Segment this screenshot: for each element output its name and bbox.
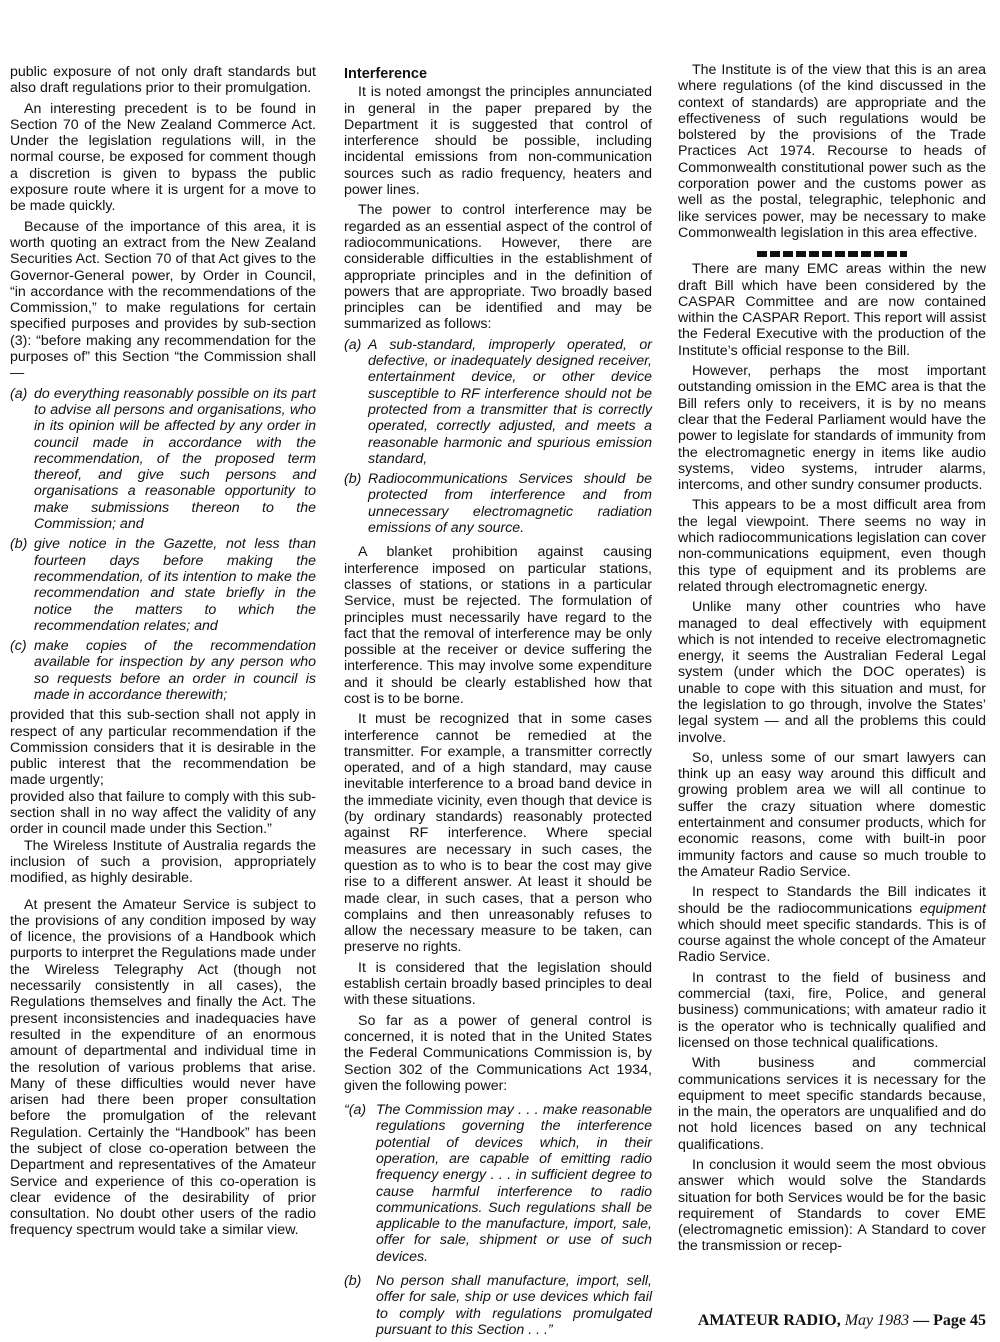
list-label: (c) [10, 638, 27, 655]
column-1 [10, 64, 316, 1243]
paragraph: At present the Amateur Service is subject to the provisions of any condition imposed by way of licence, the provisions of a Handbook which purports to interpret the Regulations made under the Wireless Telegraphy Act (though not necessarily consistently in all cases), the Regulations themselves and finally the Act. The present inconsistencies and inadequacies have resulted in the expenditure of an enormous amount of departmental and individual time in the resolution of various problems that arise. Many of these difficulties would never have arisen had there been proper consultation before the promulgation of the relevant Regulation. Certainly the “Handbook” has been the subject of close co-operation between the Department and representatives of the Amateur Service and experience of this co-operation is clear evidence of the desirability of prior consultation. No doubt other users of the radio frequency spectrum would take a similar view. [10, 896, 317, 1239]
emphasis: equipment [919, 900, 986, 917]
list-item-b [344, 471, 652, 536]
paragraph: There are many EMC areas within the new draft Bill which have been considered by the CASPAR Committee and are now contained within the CASPAR Report. This report will assist the Federal Executive with the production of the Institute’s official response to the Bill. [678, 261, 986, 359]
list-text: do everything reasonably possible on its part to advise all persons and organisations, who in its opinion will be affected by any order in council made in accordance with the recommendation, of the proposed term thereof, and give such persons and organisations a reasonable opportunity to make submissions thereon to the Commission; and [34, 385, 316, 533]
list-label: (b) [344, 1273, 362, 1290]
list-text: Radiocommunications Services should be protected from interference and from unnecessary electromagnetic radiation emissions of any source. [368, 471, 652, 537]
paragraph: A blanket prohibition against causing interference imposed on particular stations, classes of stations, or stations in a particular Service, must be rejected. The formulation of principles must necessarily have regard to the fact that the removal of interference may be only possible at the receiver or device suffering the interference. This may involve some expenditure and it should be clearly established how that cost is to be borne. [344, 544, 652, 707]
list-item-a [10, 386, 316, 533]
paragraph: In contrast to the field of business and commercial (taxi, fire, Police, and general business) communications; with amateur radio it is the operator who is technically qualified and licensed on those technical qualifications. [678, 969, 986, 1051]
column-2 [344, 64, 652, 1342]
list-item-c [10, 638, 316, 703]
page-footer [698, 1312, 986, 1330]
paragraph: However, perhaps the most important outstanding omission in the EMC area is that the Bill refers only to receivers, it is by no means clear that the Federal Parliament would have the power to legislate for standards of immunity from the electromagnetic energy in items like audio systems, video systems, intruder alarms, intercoms, and other sundry consumer products. [678, 363, 986, 494]
list-text: A sub-standard, improperly operated, or defective, or inadequately designed receiver, entertainment device, or other device susceptible to RF interference should not be protected from a transmitter that is correctly operated, correctly adjusted, and meets a reasonable harmonic and spurious emission standard, [368, 336, 652, 467]
section-divider [678, 245, 986, 255]
section-heading: Interference [344, 66, 428, 82]
text-run: In respect to Standards the Bill indicates it should be the radiocommunications [678, 884, 986, 917]
list-item-b [10, 536, 316, 634]
paragraph: In conclusion it would seem the most obvious answer which would solve the Standards situation for both Services would be for the basic requirement of Standards to cover EME (electromagnetic emission): A Standard to cover the transmission or recep- [678, 1157, 986, 1255]
paragraph: It is considered that the legislation should establish certain broadly based principles to deal with these situations. [344, 959, 652, 1009]
list-label: (a) [344, 336, 362, 353]
paragraph: Because of the importance of this area, it is worth quoting an extract from the New Zealand Securities Act. Section 70 of that Act gives to the Governor-General power, by Order in Council, “in accordance with the recommendations of the Commission,” to make regulations for certain specified purposes and provides by sub-section (3): “before making any recommendation for the purposes of” this Section “the Commission shall — [10, 218, 316, 382]
list-text: make copies of the recommendation available for inspection by any person who so requests before an order in council is made in accordance therewith; [34, 638, 316, 703]
page-number: — Page 45 [913, 1312, 986, 1329]
paragraph: The power to control interference may be regarded as an essential aspect of the control of radiocommunications. However, there are considerable difficulties in the establishment of appropriate principles and in the definition of powers that are appropriate. Two broadly based principles can be identified and may be summarized as follows: [344, 202, 652, 333]
column-3 [678, 62, 986, 1259]
list-label: (b) [10, 536, 28, 553]
issue-date: May 1983 [844, 1312, 910, 1329]
paragraph [678, 884, 986, 965]
paragraph: So far as a power of general control is concerned, it is noted that in the United States the Federal Communications Commission is, by Section 302 of the Communications Act 1934, given the following power: [344, 1012, 652, 1094]
paragraph: With business and commercial communications services it is necessary for the equipment to meet specific standards because, in the main, the operators are unqualified and do not hold licences based on any technical qualifications. [678, 1055, 986, 1153]
magazine-name: AMATEUR RADIO, [697, 1312, 841, 1329]
paragraph: This appears to be a most difficult area from the legal viewpoint. There seems no way in which radiocommunications legislation can cover non-communications equipment, even though this type of equipment and its problems are related through electromagnetic energy. [678, 497, 986, 595]
paragraph: It is noted amongst the principles annunciated in general in the paper prepared by the Department it is suggested that control of interference should be possible, including incidental emissions from non-communication sources such as radio frequency, heaters and power lines. [344, 84, 652, 199]
paragraph: provided also that failure to comply with this sub-section shall in no way affect the validity of any order in council made under this Section.” [10, 788, 316, 838]
list-text: give notice in the Gazette, not less than fourteen days before making the recommendation, of its intention to make the recommendation and state briefly in the notice the matters to which the recommendation relates; and [34, 536, 316, 634]
paragraph: It must be recognized that in some cases interference cannot be remedied at the transmitter. For example, a transmitter correctly operated, and of a high standard, may cause inevitable interference to a broad band device in the immediate vicinity, even though that device is (by ordinary standards) reasonably protected against RF interference. Where special measures are necessary in such cases, the question as to who is to bear the cost may give rise to a different answer. At least it should be made clear, in such cases, that a person who complains and then unreasonably refuses to allow the necessary measure to be taken, can preserve no rights. [344, 711, 652, 956]
paragraph: provided that this sub-section shall not apply in respect of any particular recommendation if the Commission considers that it is desirable in the public interest that the recommendation be made urgently; [10, 707, 316, 789]
quote-item-b [344, 1273, 652, 1338]
list-item-a [344, 337, 652, 467]
list-label: (b) [344, 471, 362, 488]
list-label: (a) [10, 385, 28, 402]
quote-item-a [344, 1102, 652, 1265]
paragraph: The Institute is of the view that this is an area where regulations (of the kind discussed in the context of standards) are appropriate and the effectiveness of such regulations would be bolstered by the provisions of the Trade Practices Act 1974. Recourse to heads of Commonwealth constitutional power such as the corporation power and the customs power as well as the postal, telegraphic, telephonic and like services power, may be necessary to make Commonwealth legislation in this area effective. [678, 62, 986, 241]
paragraph: So, unless some of our smart lawyers can think up an easy way around this difficult and growing problem area we will all continue to suffer the crazy situation where domestic entertainment and consumer products, which for economic reasons, come with built-in poor immunity factors and cause so much trouble to the Amateur Radio Service. [678, 749, 986, 880]
list-text: No person shall manufacture, import, sell, offer for sale, ship or use devices which fail to comply with regulations promulgated pursuant to this Section . . .” [376, 1273, 652, 1338]
list-label: “(a) [344, 1102, 367, 1119]
list-text: The Commission may . . . make reasonable regulations governing the interference potential of devices which, in their operation, are capable of emitting radio frequency energy . . . in sufficient degree to cause harmful interference to radio communications. Such regulations shall be applicable to the manufacture, import, sale, offer for sale, shipment or use of such devices. [376, 1102, 652, 1265]
text-run: which should meet specific standards. This is of course against the whole concept of the Amateur Radio Service. [678, 916, 986, 966]
paragraph: Unlike many other countries who have managed to deal effectively with equipment which is not intended to receive electromagnetic energy, it seems the Australian Federal Legal system (under which the DOC operates) is unable to cope with this situation and must, for the legislation to go through, involve the States’ legal system — and all the problems this could involve. [678, 599, 986, 746]
paragraph: The Wireless Institute of Australia regards the inclusion of such a provision, appropriately modified, as highly desirable. [10, 837, 316, 887]
paragraph: An interesting precedent is to be found in Section 70 of the New Zealand Commerce Act. Under the legislation regulations will, in the normal course, be exposed for comment though a discretion is given to bypass the public exposure route where it is urgent for a move to be made quickly. [10, 100, 316, 215]
paragraph: public exposure of not only draft standards but also draft regulations prior to their promulgation. [10, 64, 316, 97]
